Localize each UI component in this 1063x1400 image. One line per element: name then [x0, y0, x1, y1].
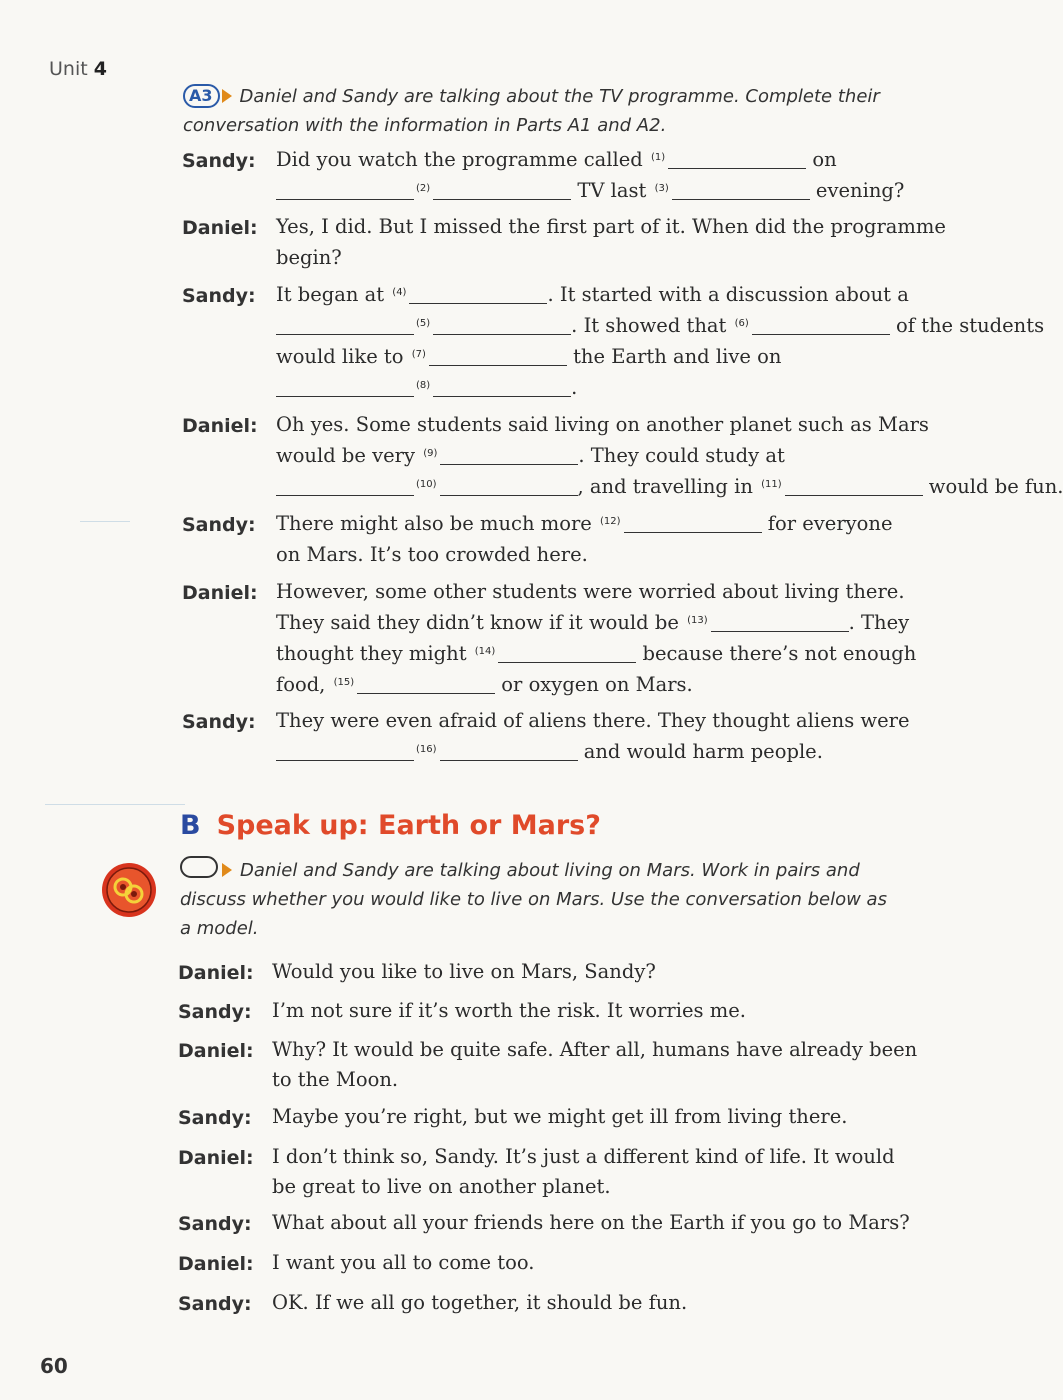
answer-blank[interactable]: [440, 742, 578, 761]
dialogue-text: would be very: [276, 444, 422, 467]
speaker-label: Sandy:: [178, 1293, 252, 1315]
blank-number: (14): [474, 646, 496, 657]
dialogue-text: would like to: [276, 345, 410, 368]
dialogue-line: be great to live on another planet.: [272, 1175, 611, 1198]
dialogue-text: Oh yes. Some students said living on another planet such as Mars: [276, 413, 929, 436]
dialogue-text: thought they might: [276, 642, 473, 665]
play-icon: [222, 89, 232, 103]
dialogue-line: [276, 475, 1063, 498]
dialogue-text: There might also be much more: [276, 512, 599, 535]
dialogue-line: [276, 179, 904, 202]
a3-instruction-line-2: conversation with the information in Parts A1 and A2.: [183, 115, 667, 136]
dialogue-line: [276, 642, 916, 665]
dialogue-text: , and travelling in: [577, 475, 760, 498]
unit-number: 4: [93, 58, 107, 80]
dialogue-text: food,: [276, 673, 332, 696]
dialogue-line: Maybe you’re right, but we might get ill from living there.: [272, 1105, 848, 1128]
dialogue-text: begin?: [276, 246, 342, 269]
answer-blank[interactable]: [357, 675, 495, 694]
dialogue-text: on: [806, 148, 837, 171]
dialogue-text: and would harm people.: [577, 740, 823, 763]
dialogue-line: [276, 345, 781, 368]
dialogue-line: Why? It would be quite safe. After all, humans have already been: [272, 1038, 918, 1061]
answer-blank[interactable]: [276, 378, 414, 397]
dialogue-line: I don’t think so, Sandy. It’s just a different kind of life. It would: [272, 1145, 895, 1168]
dialogue-text: because there’s not enough: [636, 642, 917, 665]
section-b-title: [180, 810, 601, 841]
speaker-label: Daniel:: [178, 1040, 254, 1062]
speaker-label: Daniel:: [178, 1147, 254, 1169]
speaker-label: Daniel:: [178, 962, 254, 984]
answer-blank[interactable]: [785, 477, 923, 496]
dialogue-line: What about all your friends here on the Earth if you go to Mars?: [272, 1211, 910, 1234]
blank-number: (9): [423, 448, 438, 459]
dialogue-text: TV last: [571, 179, 653, 202]
dialogue-line: [276, 709, 910, 732]
unit-label: [49, 58, 107, 80]
a3-instruction: [183, 82, 880, 111]
answer-blank[interactable]: [752, 316, 890, 335]
dialogue-line: I want you all to come too.: [272, 1251, 535, 1274]
dialogue-text: They said they didn’t know if it would be: [276, 611, 686, 634]
blank-number: (6): [734, 318, 749, 329]
page-number: 60: [40, 1354, 68, 1378]
dialogue-line: [276, 413, 929, 436]
dialogue-line: [276, 444, 785, 467]
unit-word: Unit: [49, 58, 88, 80]
b-badge: [180, 856, 218, 878]
answer-blank[interactable]: [433, 316, 571, 335]
dialogue-text: on Mars. It’s too crowded here.: [276, 543, 588, 566]
speaking-icon: [100, 861, 158, 919]
dialogue-text: It began at: [276, 283, 391, 306]
blank-number: (10): [416, 479, 437, 490]
scan-mark: [45, 804, 185, 805]
blank-number: (15): [333, 677, 355, 688]
blank-number: (4): [392, 287, 407, 298]
dialogue-line: [276, 314, 1044, 337]
dialogue-text: Yes, I did. But I missed the first part of it. When did the programme: [276, 215, 946, 238]
play-icon: [222, 863, 232, 877]
answer-blank[interactable]: [498, 644, 636, 663]
answer-blank[interactable]: [276, 742, 414, 761]
speaker-label: Daniel:: [182, 217, 258, 239]
answer-blank[interactable]: [672, 181, 810, 200]
blank-number: (5): [416, 318, 431, 329]
blank-number: (8): [416, 380, 431, 391]
blank-number: (16): [416, 744, 437, 755]
a3-badge: A3: [183, 84, 220, 108]
dialogue-line: to the Moon.: [272, 1068, 399, 1091]
speaker-label: Sandy:: [182, 514, 256, 536]
section-b-letter: B: [180, 810, 201, 841]
speaker-label: Sandy:: [182, 150, 256, 172]
dialogue-line: I’m not sure if it’s worth the risk. It worries me.: [272, 999, 746, 1022]
speaker-label: Daniel:: [182, 415, 258, 437]
answer-blank[interactable]: [429, 347, 567, 366]
answer-blank[interactable]: [276, 316, 414, 335]
speaker-label: Sandy:: [178, 1001, 252, 1023]
dialogue-line: [276, 543, 588, 566]
dialogue-text: would be fun.: [922, 475, 1063, 498]
dialogue-text: However, some other students were worried about living there.: [276, 580, 905, 603]
dialogue-line: [276, 148, 837, 171]
scan-mark: [80, 521, 130, 522]
dialogue-line: [276, 283, 909, 306]
b-instruction-line-1: Daniel and Sandy are talking about living on Mars. Work in pairs and: [240, 860, 860, 881]
dialogue-line: [276, 580, 905, 603]
dialogue-text: .: [571, 376, 578, 399]
speaker-label: Sandy:: [182, 285, 256, 307]
a3-instruction-line-1: Daniel and Sandy are talking about the TV programme. Complete their: [239, 86, 880, 107]
b-instruction-line-2: discuss whether you would like to live on Mars. Use the conversation below as: [180, 889, 887, 910]
blank-number: (11): [761, 479, 782, 490]
speaker-label: Daniel:: [178, 1253, 254, 1275]
dialogue-line: [276, 611, 909, 634]
dialogue-text: . They: [848, 611, 910, 634]
answer-blank[interactable]: [624, 514, 762, 533]
section-b-heading: Speak up: Earth or Mars?: [216, 810, 601, 841]
speaker-label: Sandy:: [178, 1107, 252, 1129]
dialogue-text: They were even afraid of aliens there. They thought aliens were: [276, 709, 910, 732]
dialogue-text: for everyone: [761, 512, 893, 535]
dialogue-line: [276, 740, 823, 763]
dialogue-text: . They could study at: [578, 444, 785, 467]
answer-blank[interactable]: [433, 378, 571, 397]
dialogue-line: OK. If we all go together, it should be fun.: [272, 1291, 688, 1314]
dialogue-text: evening?: [809, 179, 905, 202]
speaker-label: Daniel:: [182, 582, 258, 604]
dialogue-text: Did you watch the programme called: [276, 148, 649, 171]
dialogue-line: Would you like to live on Mars, Sandy?: [272, 960, 656, 983]
b-instruction-line-3: a model.: [180, 918, 259, 939]
answer-blank[interactable]: [276, 477, 414, 496]
blank-number: (13): [687, 615, 708, 626]
dialogue-text: . It started with a discussion about a: [547, 283, 909, 306]
dialogue-line: [276, 376, 577, 399]
answer-blank[interactable]: [276, 181, 414, 200]
answer-blank[interactable]: [440, 477, 578, 496]
answer-blank[interactable]: [433, 181, 571, 200]
dialogue-line: [276, 673, 693, 696]
speaker-label: Sandy:: [178, 1213, 252, 1235]
dialogue-line: [276, 512, 893, 535]
dialogue-text: . It showed that: [571, 314, 733, 337]
blank-number: (12): [600, 516, 621, 527]
answer-blank[interactable]: [440, 446, 578, 465]
dialogue-line: [276, 246, 342, 269]
blank-number: (3): [654, 183, 669, 194]
dialogue-line: [276, 215, 946, 238]
answer-blank[interactable]: [711, 613, 849, 632]
answer-blank[interactable]: [668, 150, 806, 169]
blank-number: (2): [416, 183, 431, 194]
answer-blank[interactable]: [409, 285, 547, 304]
b-instruction: [180, 856, 860, 885]
dialogue-text: of the students: [889, 314, 1045, 337]
speaker-label: Sandy:: [182, 711, 256, 733]
dialogue-text: the Earth and live on: [566, 345, 782, 368]
blank-number: (1): [650, 152, 666, 163]
blank-number: (7): [411, 349, 426, 360]
dialogue-text: or oxygen on Mars.: [495, 673, 693, 696]
